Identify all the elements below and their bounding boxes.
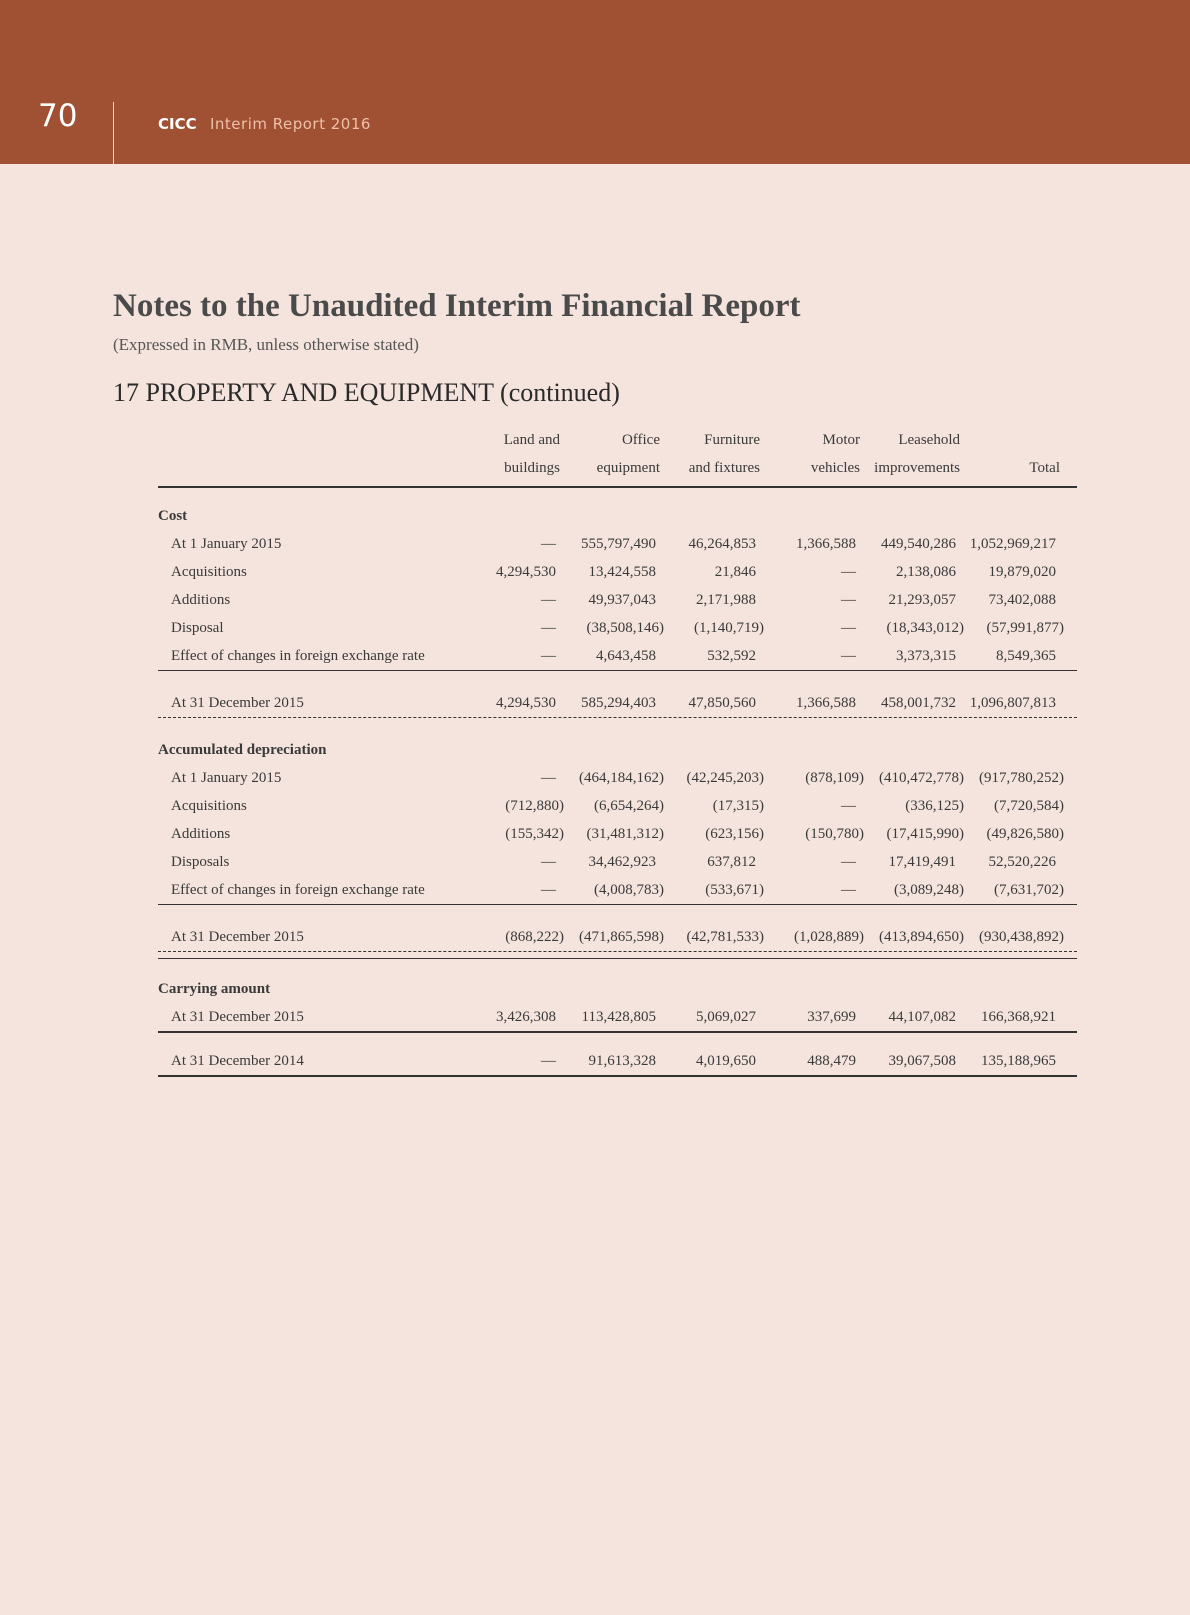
- cell-value: 21,846: [714, 564, 756, 580]
- table-row: [158, 689, 1077, 718]
- row-label: Acquisitions: [171, 564, 247, 580]
- cell-value: 34,462,923: [588, 854, 656, 870]
- row-label: Disposals: [171, 854, 230, 870]
- cell-value: 91,613,328: [588, 1053, 656, 1069]
- row-label: At 31 December 2015: [171, 695, 304, 711]
- cell-value: —: [841, 592, 856, 608]
- cell-value: (18,343,012): [886, 620, 964, 636]
- row-label: Effect of changes in foreign exchange rate: [171, 882, 425, 898]
- column-header: [811, 426, 860, 482]
- table-row: [158, 820, 1077, 848]
- column-header-line: Office: [621, 432, 660, 448]
- rule: [158, 718, 1077, 736]
- section-label: Accumulated depreciation: [158, 742, 327, 758]
- cell-value: 21,293,057: [888, 592, 956, 608]
- cell-value: —: [541, 536, 556, 552]
- column-header: [689, 426, 760, 482]
- cell-value: (42,245,203): [686, 770, 764, 786]
- cell-value: —: [841, 564, 856, 580]
- column-header-line: Furniture: [704, 432, 760, 448]
- cell-value: 1,366,588: [796, 536, 856, 552]
- cell-value: (49,826,580): [986, 826, 1064, 842]
- table-row: [158, 792, 1077, 820]
- row-label: At 31 December 2014: [171, 1053, 304, 1069]
- page-title: Notes to the Unaudited Interim Financial Report: [113, 288, 801, 324]
- cell-value: 73,402,088: [988, 592, 1056, 608]
- row-label: At 1 January 2015: [171, 770, 282, 786]
- cell-value: (38,508,146): [586, 620, 664, 636]
- cell-value: —: [541, 592, 556, 608]
- row-label: Acquisitions: [171, 798, 247, 814]
- rule: [158, 488, 1077, 502]
- section-label: Carrying amount: [158, 981, 271, 997]
- cell-value: 555,797,490: [581, 536, 656, 552]
- cell-value: (930,438,892): [979, 929, 1064, 945]
- cell-value: 19,879,020: [988, 564, 1056, 580]
- cell-value: 488,479: [807, 1053, 856, 1069]
- cell-value: 52,520,226: [988, 854, 1056, 870]
- cell-value: 17,419,491: [888, 854, 956, 870]
- section-label: Cost: [158, 508, 188, 524]
- cell-value: 1,366,588: [796, 695, 856, 711]
- cell-value: 3,426,308: [496, 1009, 556, 1025]
- row-label: Additions: [171, 592, 231, 608]
- table-row: [158, 1003, 1077, 1033]
- row-label: Additions: [171, 826, 231, 842]
- cell-value: 585,294,403: [581, 695, 656, 711]
- cell-value: —: [541, 770, 556, 786]
- cell-value: (150,780): [805, 826, 864, 842]
- rule: [158, 959, 1077, 975]
- table-row: [158, 876, 1077, 905]
- cell-value: 135,188,965: [981, 1053, 1056, 1069]
- cell-value: 47,850,560: [688, 695, 756, 711]
- cell-value: —: [841, 798, 856, 814]
- cell-value: (1,140,719): [694, 620, 764, 636]
- rule: [158, 952, 1077, 959]
- cell-value: 1,096,807,813: [969, 695, 1056, 711]
- cell-value: 1,052,969,217: [969, 536, 1056, 552]
- table-row: [158, 923, 1077, 952]
- cell-value: (3,089,248): [894, 882, 964, 898]
- cell-value: —: [841, 882, 856, 898]
- cell-value: (410,472,778): [879, 770, 964, 786]
- cell-value: 44,107,082: [888, 1009, 956, 1025]
- cell-value: 3,373,315: [896, 648, 956, 664]
- property-equipment-table: [158, 430, 1077, 1077]
- cell-value: —: [841, 854, 856, 870]
- table-row: [158, 586, 1077, 614]
- cell-value: 637,812: [707, 854, 756, 870]
- cell-value: (6,654,264): [594, 798, 664, 814]
- cell-value: (17,415,990): [886, 826, 964, 842]
- column-header-line: Land and: [503, 432, 560, 448]
- section-heading: 17 PROPERTY AND EQUIPMENT (continued): [113, 378, 620, 407]
- cell-value: (533,671): [705, 882, 764, 898]
- column-header-line: Motor: [822, 432, 860, 448]
- cell-value: (7,720,584): [994, 798, 1064, 814]
- column-header-line: vehicles: [810, 460, 860, 476]
- page-subtitle: (Expressed in RMB, unless otherwise stated): [113, 335, 419, 354]
- cell-value: (31,481,312): [586, 826, 664, 842]
- report-name: Interim Report 2016: [210, 115, 371, 133]
- cell-value: 2,171,988: [696, 592, 756, 608]
- table-row: [158, 642, 1077, 671]
- cell-value: (155,342): [505, 826, 564, 842]
- cell-value: —: [841, 620, 856, 636]
- column-header: [1029, 454, 1060, 482]
- cell-value: 49,937,043: [588, 592, 656, 608]
- cell-value: (42,781,533): [686, 929, 764, 945]
- rule: [158, 905, 1077, 923]
- cell-value: (413,894,650): [879, 929, 964, 945]
- cell-value: (917,780,252): [979, 770, 1064, 786]
- cell-value: 5,069,027: [696, 1009, 756, 1025]
- cell-value: (623,156): [705, 826, 764, 842]
- table-row: [158, 1047, 1077, 1077]
- table-row: [158, 848, 1077, 876]
- row-label: At 1 January 2015: [171, 536, 282, 552]
- table-row: [158, 764, 1077, 792]
- table-header: [158, 430, 1077, 488]
- cell-value: 449,540,286: [881, 536, 956, 552]
- section-heading-row: [158, 502, 1077, 530]
- cell-value: 166,368,921: [981, 1009, 1056, 1025]
- cell-value: (464,184,162): [579, 770, 664, 786]
- column-header-line: equipment: [596, 460, 660, 476]
- column-header-line: Total: [1029, 460, 1060, 476]
- cell-value: 13,424,558: [588, 564, 656, 580]
- cell-value: (7,631,702): [994, 882, 1064, 898]
- cell-value: —: [541, 882, 556, 898]
- column-header: [874, 426, 960, 482]
- cell-value: —: [541, 1053, 556, 1069]
- page-number: 70: [38, 98, 78, 134]
- row-label: Effect of changes in foreign exchange rate: [171, 648, 425, 664]
- section-heading-row: [158, 975, 1077, 1003]
- column-header-line: buildings: [504, 460, 560, 476]
- row-label: At 31 December 2015: [171, 929, 304, 945]
- cell-value: (17,315): [712, 798, 764, 814]
- brand-name: CICC: [158, 115, 197, 133]
- cell-value: 4,294,530: [496, 695, 556, 711]
- row-label: Disposal: [171, 620, 224, 636]
- cell-value: (1,028,889): [794, 929, 864, 945]
- cell-value: (712,880): [505, 798, 564, 814]
- cell-value: (878,109): [805, 770, 864, 786]
- cell-value: 39,067,508: [888, 1053, 956, 1069]
- column-header-line: improvements: [874, 460, 960, 476]
- cell-value: (471,865,598): [579, 929, 664, 945]
- column-header-line: and fixtures: [688, 460, 760, 476]
- column-header-line: Leasehold: [898, 432, 960, 448]
- column-header: [597, 426, 660, 482]
- cell-value: 4,294,530: [496, 564, 556, 580]
- column-header: [504, 426, 560, 482]
- section-heading-row: [158, 736, 1077, 764]
- table-row: [158, 614, 1077, 642]
- cell-value: 2,138,086: [896, 564, 956, 580]
- cell-value: (57,991,877): [986, 620, 1064, 636]
- rule: [158, 671, 1077, 689]
- cell-value: —: [541, 620, 556, 636]
- header-divider: [113, 102, 114, 164]
- cell-value: 4,643,458: [596, 648, 656, 664]
- table-row: [158, 530, 1077, 558]
- cell-value: —: [541, 648, 556, 664]
- cell-value: 337,699: [807, 1009, 856, 1025]
- cell-value: 4,019,650: [696, 1053, 756, 1069]
- table-row: [158, 558, 1077, 586]
- cell-value: 8,549,365: [996, 648, 1056, 664]
- cell-value: —: [841, 648, 856, 664]
- cell-value: 458,001,732: [881, 695, 956, 711]
- row-label: At 31 December 2015: [171, 1009, 304, 1025]
- cell-value: (4,008,783): [594, 882, 664, 898]
- cell-value: (336,125): [905, 798, 964, 814]
- cell-value: (868,222): [505, 929, 564, 945]
- cell-value: 532,592: [707, 648, 756, 664]
- rule: [158, 1033, 1077, 1047]
- header-band: [0, 0, 1190, 164]
- cell-value: —: [541, 854, 556, 870]
- cell-value: 113,428,805: [581, 1009, 656, 1025]
- cell-value: 46,264,853: [688, 536, 756, 552]
